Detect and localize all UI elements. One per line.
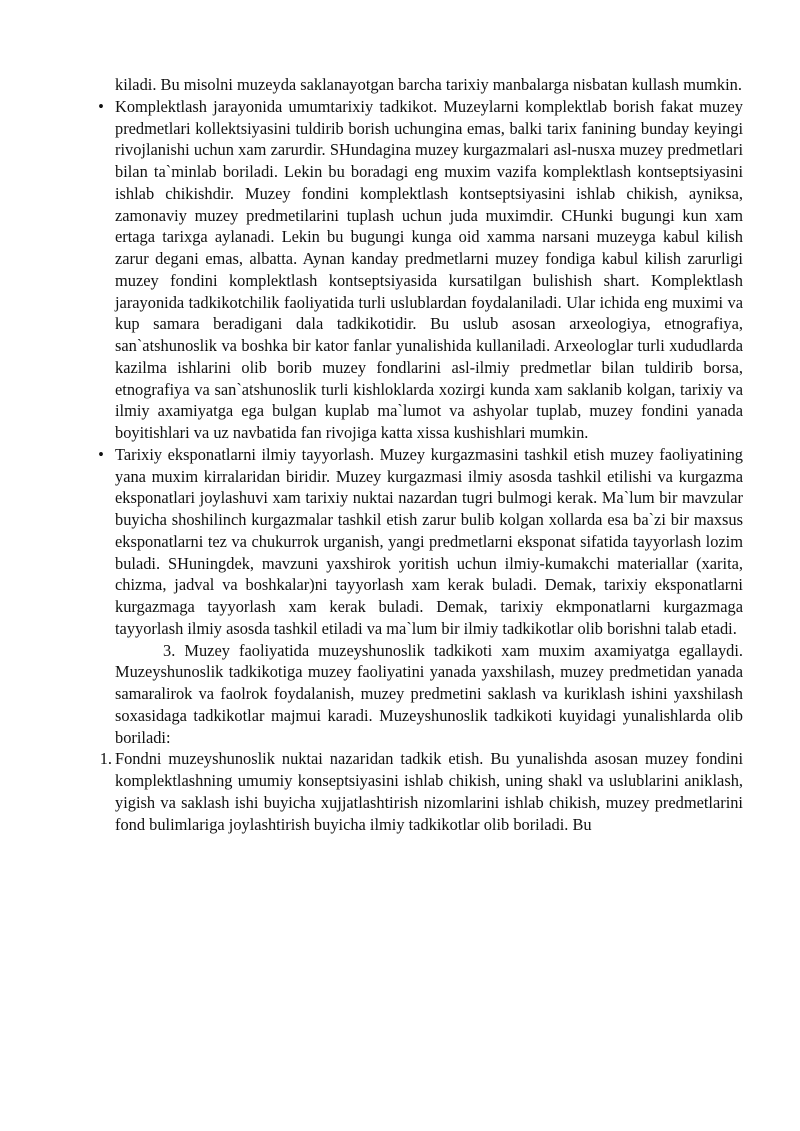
bullet-marker: • (98, 96, 104, 116)
bullet-marker: • (98, 444, 104, 464)
bullet-item-text: Tarixiy eksponatlarni ilmiy tayyorlash. Muzey kurgazmasini tashkil etish muzey faoliyatining yana muxim kirralaridan biridir. Muzey kurgazmasi ilmiy asosda tashkil etilishi va kurgazma eksponatlari joylashuvi xam tarixiy nuktai nazardan tugri bulmogi kerak. Ma`lum bir mavzular buyicha shoshilinch kurgazmalar tashkil etish zarur bulib kolgan xollarda esa ba`zi bir maxsus eksponatlarni tez va chukurrok urganish, yangi predmetlarni eksponat sifatida tayyorlash lozim buladi. SHuningdek, mavzuni yaxshirok yoritish uchun ilmiy-kumakchi materiallar (xarita, chizma, jadval va boshkalar)ni tayyorlash xam kerak buladi. Demak, tarixiy eksponatlarni kurgazmaga tayyorlash xam kerak buladi. Demak, tarixiy ekmponatlarni kurgazmaga tayyorlash ilmiy asosda tashkil etiladi va ma`lum bir ilmiy tadkikotlar olib borishni talab etadi. (115, 444, 743, 638)
bullet-item-1 (98, 96, 743, 444)
bullet-item-text: Komplektlash jarayonida umumtarixiy tadkikot. Muzeylarni komplektlab borish fakat muzey predmetlari kollektsiyasini tuldirib borish uchungina emas, balki tarix fanining bunday keyingi rivojlanishi uchun xam zarurdir. SHundagina muzey kurgazmalari asl-nusxa muzey predmetlari bilan ta`minlab boriladi. Lekin bu boradagi eng muxim vazifa komplektlash kontseptsiyasini ishlab chikishdir. Muzey fondini komplektlash kontseptsiyasini ishlab chikish, ayniksa, zamonaviy muzey predmetilarini tuplash uchun juda muximdir. CHunki bugungi kun xam ertaga tarixga aylanadi. Lekin bu bugungi kunga oid xamma narsani muzeyga kabul kilish zarur degani emas, albatta. Aynan kanday predmetlarni muzey fondiga kabul kilish zarurligi muzey fondini komplektlash kontseptsiyasida kursatilgan bulishish shart. Komplektlash jarayonida tadkikotchilik faoliyatida turli uslublardan foydalaniladi. Ular ichida eng muximi va kup samara beradigani dala tadkikotidir. Bu uslub asosan arxeologiya, etnografiya, san`atshunoslik va boshka bir kator fanlar yunalishida kullaniladi. Arxeologlar turli xududlarda kazilma ishlarini olib borib muzey fondlarini asl-ilmiy predmetlar bilan tuldirib borsa, etnografiya va san`atshunoslik turli kishloklarda xozirgi kunda xam saklanib kolgan, tarixiy va ilmiy axamiyatga ega bulgan kuplab ma`lumot va ashyolar tuplab, muzey fondini yanada boyitishlari va uz navbatida fan rivojiga katta xissa kushishlari mumkin. (115, 96, 743, 442)
intro-paragraph: kiladi. Bu misolni muzeyda saklanayotgan barcha tarixiy manbalarga nisbatan kullash mumkin. (115, 75, 742, 94)
document-page (98, 74, 743, 835)
numbered-item-1 (99, 748, 743, 835)
number-marker: 1. (99, 749, 112, 769)
bullet-item-2 (98, 444, 743, 640)
numbered-item-text: Fondni muzeyshunoslik nuktai nazaridan tadkik etish. Bu yunalishda asosan muzey fondini komplektlashning umumiy konseptsiyasini ishlab chikish, uning shakl va uslublarini aniklash, yigish va saklash ishi buyicha xujjatlashtirish nizomlarini ishlab chikish, muzey predmetlarini fond bulimlariga joylashtirish buyicha ilmiy tadkikotlar olib boriladi. Bu (115, 749, 743, 834)
section-3-paragraph: 3. Muzey faoliyatida muzeyshunoslik tadkikoti xam muxim axamiyatga egallaydi. Muzeyshunoslik tadkikotiga muzey faoliyatini yanada yaxshilash, muzey predmetidan yanada samaralirok va faolrok foydalanish, muzey predmetini saklash va kuriklash ishini yaxshilash soxasidaga tadkikotlar majmui karadi. Muzeyshunoslik tadkikoti kuyidagi yunalishlarda olib boriladi: (115, 640, 743, 747)
